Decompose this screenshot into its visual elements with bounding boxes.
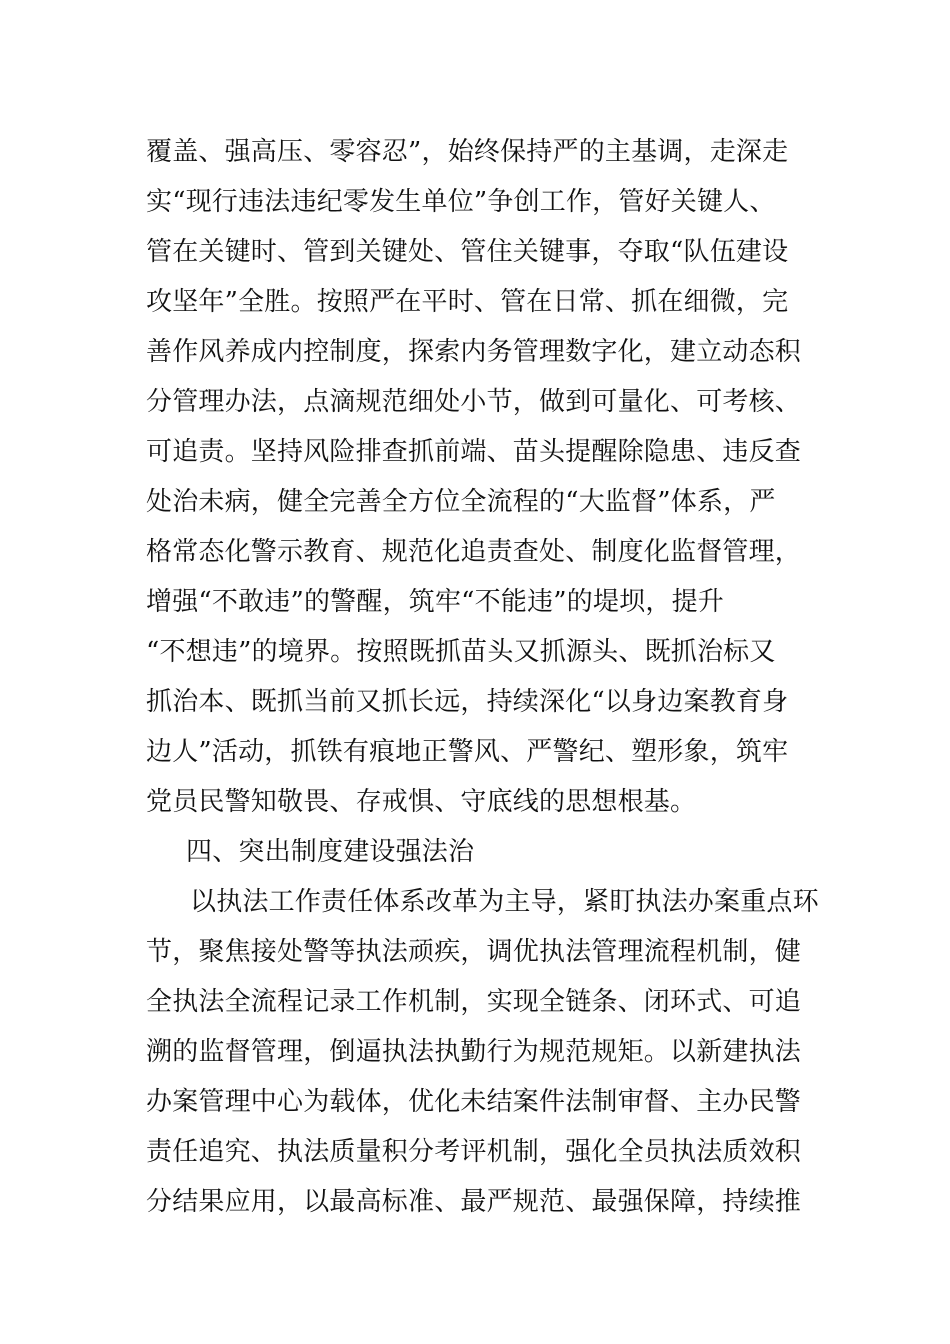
paragraph-line-15: 以执法工作责任体系改革为主导，紧盯执法办案重点环	[190, 887, 819, 917]
paragraph-line-17: 全执法全流程记录工作机制，实现全链条、闭环式、可追	[146, 987, 802, 1017]
paragraph-line-10: 增强“不敢违”的警醒，筑牢“不能违”的堤坝，提升	[146, 587, 724, 617]
paragraph-line-11: “不想违”的境界。按照既抓苗头又抓源头、既抓治标又	[146, 637, 776, 667]
paragraph-line-19: 办案管理中心为载体，优化未结案件法制审督、主办民警	[146, 1087, 802, 1117]
paragraph-line-2: 实“现行违法违纪零发生单位”争创工作，管好关键人、	[146, 187, 776, 217]
paragraph-line-16: 节，聚焦接处警等执法顽疾，调优执法管理流程机制，健	[146, 937, 802, 967]
paragraph-line-14: 党员民警知敬畏、存戒惧、守底线的思想根基。	[146, 787, 697, 817]
paragraph-line-3: 管在关键时、管到关键处、管住关键事，夺取“队伍建设	[146, 237, 789, 267]
paragraph-line-21: 分结果应用，以最高标准、最严规范、最强保障，持续推	[146, 1187, 802, 1217]
paragraph-line-7: 可追责。坚持风险排查抓前端、苗头提醒除隐患、违反查	[146, 437, 802, 467]
paragraph-line-8: 处治未病，健全完善全方位全流程的“大监督”体系，严	[146, 487, 776, 517]
paragraph-line-5: 善作风养成内控制度，探索内务管理数字化，建立动态积	[146, 337, 802, 367]
paragraph-line-6: 分管理办法，点滴规范细处小节，做到可量化、可考核、	[146, 387, 802, 417]
paragraph-line-1: 覆盖、强高压、零容忍”，始终保持严的主基调，走深走	[146, 137, 789, 167]
paragraph-line-4: 攻坚年”全胜。按照严在平时、管在日常、抓在细微，完	[146, 287, 789, 317]
paragraph-line-13: 边人”活动，抓铁有痕地正警风、严警纪、塑形象，筑牢	[146, 737, 789, 767]
paragraph-line-20: 责任追究、执法质量积分考评机制，强化全员执法质效积	[146, 1137, 802, 1167]
paragraph-line-18: 溯的监督管理，倒逼执法执勤行为规范规矩。以新建执法	[146, 1037, 802, 1067]
paragraph-line-12: 抓治本、既抓当前又抓长远，持续深化“以身边案教育身	[146, 687, 789, 717]
section-heading: 四、突出制度建设强法治	[186, 837, 475, 867]
paragraph-line-9: 格常态化警示教育、规范化追责查处、制度化监督管理，	[146, 537, 802, 567]
